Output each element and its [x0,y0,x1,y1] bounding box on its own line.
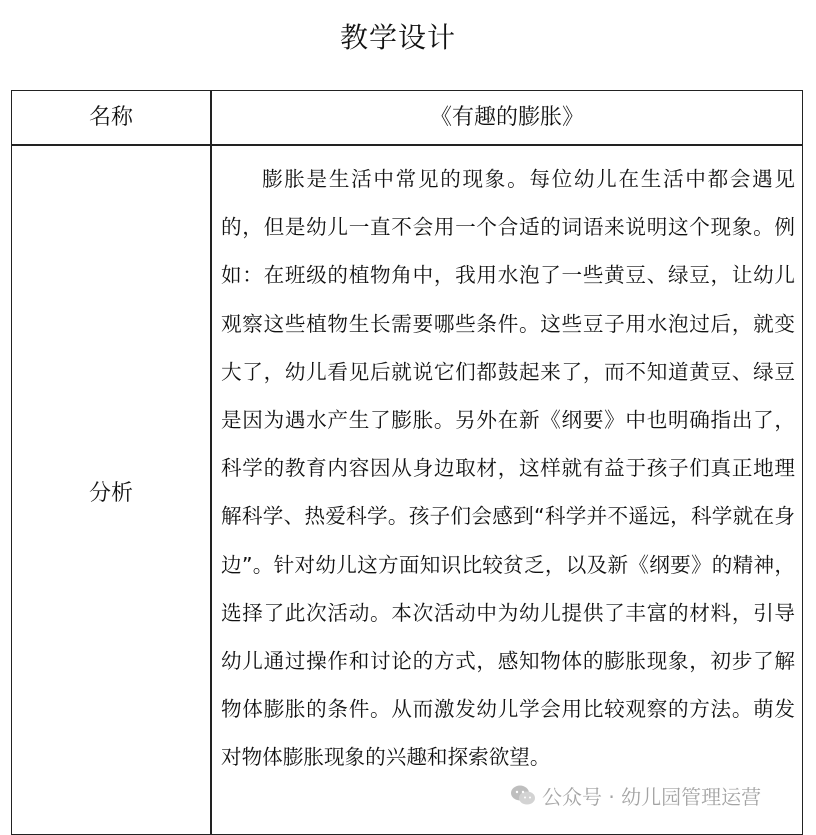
lesson-design-table [11,90,803,835]
analysis-label: 分析 [88,481,133,506]
watermark-text: 公众号 · 幼儿园管理运营 [542,784,762,809]
page-title: 教学设计 [339,21,456,54]
activity-name: 《有趣的膨胀》 [429,105,584,130]
table-column-divider [210,91,212,834]
name-label: 名称 [88,105,133,130]
wechat-icon [510,784,536,806]
analysis-text: 膨胀是生活中常见的现象。每位幼儿在生活中都会遇见的，但是幼儿一直不会用一个合适的词语来说明这个现象。例如：在班级的植物角中，我用水泡了一些黄豆、绿豆，让幼儿观察这些植物生长需要哪些条件。这些豆子用水泡过后，就变大了，幼儿看见后就说它们都鼓起来了，而不知道黄豆、绿豆是因为遇水产生了膨胀。另外在新《纲要》中也明确指出了，科学的教育内容因从身边取材，这样就有益于孩子们真正地理解科学、热爱科学。孩子们会感到“科学并不遥远，科学就在身边”。针对幼儿这方面知识比较贫乏，以及新《纲要》的精神，选择了此次活动。本次活动中为幼儿提供了丰富的材料，引导幼儿通过操作和讨论的方式，感知物体的膨胀现象，初步了解物体膨胀的条件。从而激发幼儿学会用比较观察的方法。萌发对物体膨胀现象的兴趣和探索欲望。 [221,167,795,770]
watermark [510,780,761,810]
table-row-divider [12,144,802,146]
